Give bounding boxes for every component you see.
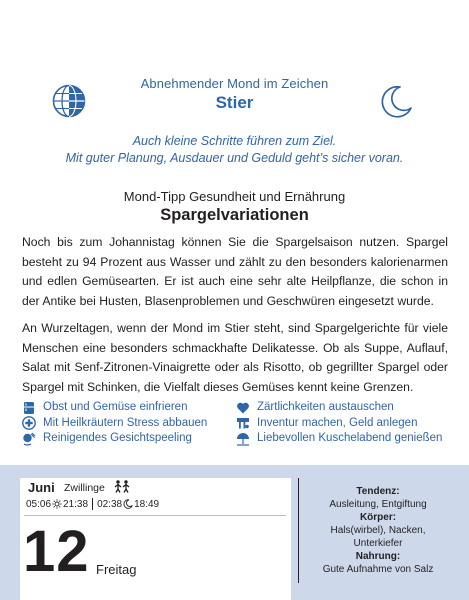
list-item [22, 400, 207, 416]
list-item [22, 431, 207, 447]
moonset-time: 18:49 [134, 498, 160, 510]
tip-paragraph-2: An Wurzeltagen, wenn der Mond im Stier steht, sind Spargelgerichte für viele Menschen eine besonders schmackhafte Delikatesse. Ob als Suppe, Auflauf, Salat mit Senf-Zitronen-Vinaigrette oder als Risotto, ob gegrillter Spargel oder Spargel mit Schinken, die Vielfalt dieses Gemüses kennt keine Grenzen. [22, 321, 448, 394]
list-item [236, 400, 442, 416]
tip-body [22, 233, 448, 397]
month-label: Juni [28, 480, 55, 495]
date-divider [24, 515, 286, 516]
umbrella-icon [236, 432, 250, 446]
weekday-label: Freitag [96, 562, 137, 577]
tip-subtitle: Mond-Tipp Gesundheit und Ernährung [123, 189, 346, 204]
tip-paragraph-1: Noch bis zum Johannistag können Sie die Spargelsaison nutzen. Spargel besteht zu 94 Prozent aus Wasser und zählt zu den besonders kalorienarmen und edlen Gemüsearten. Er ist auch eine sehr alte Heilpflanze, die schon in der Antike bei Husten, Blasenproblemen und Geschwüren eingesetzt wurde. [22, 235, 448, 308]
heart-icon [236, 401, 250, 415]
moon-phase-subtitle: Abnehmender Mond im Zeichen [140, 76, 329, 91]
koerper-value-2: Unterkiefer [353, 538, 403, 549]
sunrise-time: 05:06 [26, 498, 52, 510]
quote-line-2: Mit guter Planung, Ausdauer und Geduld geht’s sicher voran. [65, 151, 404, 165]
sun-moon-times [26, 498, 159, 510]
list-item [236, 416, 442, 432]
info-panel [303, 485, 453, 576]
tendenz-value: Ausleitung, Entgiftung [329, 499, 427, 510]
day-number: 12 [23, 519, 90, 584]
quote-line-1: Auch kleine Schritte führen zum Ziel. [132, 134, 337, 148]
small-moon-icon [123, 499, 133, 509]
moon-header [0, 76, 469, 113]
face-care-icon [22, 432, 36, 446]
sunset-time: 21:38 [63, 498, 89, 510]
list-item [22, 416, 207, 432]
sun-icon [52, 499, 62, 509]
money-icon [236, 416, 250, 430]
list-item [236, 431, 442, 447]
moon-sign-title: Stier [215, 93, 254, 112]
activity-list-left [22, 400, 207, 447]
activity-label: Reinigendes Gesichtspeeling [43, 432, 192, 444]
koerper-value-1: Hals(wirbel), Nacken, [330, 525, 426, 536]
medical-cross-icon [22, 416, 36, 430]
zodiac-label: Zwillinge [64, 482, 105, 494]
activity-label: Inventur machen, Geld anlegen [257, 416, 418, 429]
divider [92, 498, 93, 510]
tip-title: Spargelvariationen [160, 206, 309, 224]
gemini-twins-icon [114, 480, 130, 493]
activity-label: Mit Heilkräutern Stress abbauen [43, 416, 208, 429]
nahrung-label: Nahrung: [355, 551, 401, 562]
activity-label: Obst und Gemüse einfrieren [43, 401, 188, 413]
activity-list-right [236, 400, 442, 447]
koerper-label: Körper: [359, 512, 397, 523]
daily-quote [0, 133, 469, 167]
moonrise-time: 02:38 [97, 498, 123, 510]
tendenz-label: Tendenz: [356, 486, 400, 497]
info-divider [298, 478, 299, 583]
nahrung-value: Gute Aufnahme von Salz [322, 564, 434, 575]
activity-label: Liebevollen Kuschelabend genießen [257, 432, 443, 444]
freezer-icon [22, 401, 36, 415]
activity-label: Zärtlichkeiten austauschen [257, 401, 394, 413]
